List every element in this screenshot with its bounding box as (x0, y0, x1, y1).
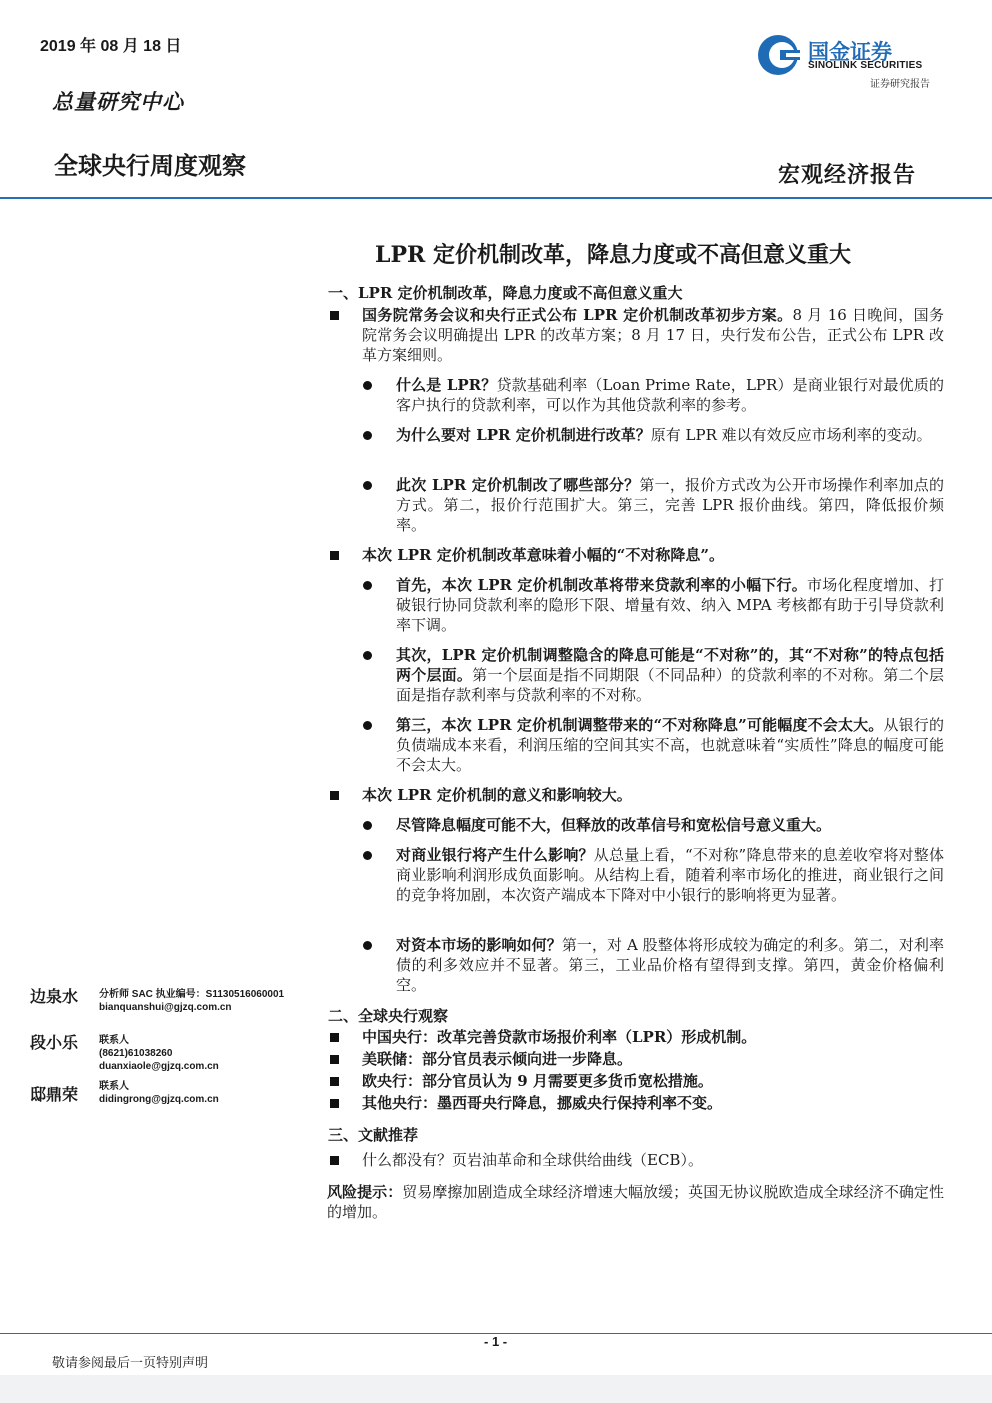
logo-english-name: SINOLINK SECURITIES (808, 60, 923, 71)
section-1-point-3-sub-1: 尽管降息幅度可能不大，但释放的改革信号和宽松信号意义重大。 (396, 816, 832, 834)
report-type: 宏观经济报告 (778, 162, 917, 188)
section-1-point-2-sub-2: 其次，LPR 定价机制调整隐含的降息可能是“不对称”的，其“不对称”的特点包括两个层面。第一个层面是指不同期限（不同品种）的贷款利率的不对称。第二个层面是指存款利率与贷款利率的不对称。 (396, 646, 944, 704)
research-center-name: 总量研究中心 (52, 89, 184, 114)
round-bullet-icon (363, 851, 372, 860)
logo-subtitle: 证券研究报告 (870, 79, 930, 90)
square-bullet-icon (330, 1077, 339, 1086)
section-1-heading: 一、LPR 定价机制改革，降息力度或不高但意义重大 (328, 284, 683, 302)
risk-warning: 风险提示：贸易摩擦加剧造成全球经济增速大幅放缓；英国无协议脱欧造成全球经济不确定性的增加。 (327, 1183, 944, 1221)
section-1-point-1-sub-2: 为什么要对 LPR 定价机制进行改革？原有 LPR 难以有效反应市场利率的变动。 (396, 426, 932, 444)
square-bullet-icon (330, 551, 339, 560)
section-1-point-1: 国务院常务会议和央行正式公布 LPR 定价机制改革初步方案。8 月 16 日晚间，国务院常务会议明确提出 LPR 的改革方案；8 月 17 日，央行发布公告，正式公布 LPR 改革方案细则。 (362, 306, 944, 364)
page-number: - 1 - (484, 1334, 508, 1349)
section-1-point-1-sub-3: 此次 LPR 定价机制改了哪些部分？第一，报价方式改为公开市场操作利率加点的方式。第二，报价行范围扩大。第三，完善 LPR 报价曲线。第四，降低报价频率。 (396, 476, 944, 534)
square-bullet-icon (330, 791, 339, 800)
round-bullet-icon (363, 581, 372, 590)
header-divider (0, 197, 992, 199)
analyst-name: 段小乐 (30, 1033, 79, 1052)
bottom-band (0, 1375, 992, 1403)
square-bullet-icon (330, 311, 339, 320)
main-title: LPR 定价机制改革，降息力度或不高但意义重大 (375, 242, 851, 268)
company-logo-icon (756, 33, 802, 81)
round-bullet-icon (363, 721, 372, 730)
analyst-name: 邸鼎荣 (30, 1085, 79, 1104)
round-bullet-icon (363, 381, 372, 390)
round-bullet-icon (363, 821, 372, 830)
analyst-contact: 联系人 didingrong@gjzq.com.cn (99, 1081, 219, 1105)
round-bullet-icon (363, 651, 372, 660)
report-date: 2019 年 08 月 18 日 (40, 38, 182, 55)
section-1-point-3: 本次 LPR 定价机制的意义和影响较大。 (362, 786, 632, 804)
square-bullet-icon (330, 1099, 339, 1108)
logo-chinese-name: 国金证券 (808, 41, 892, 64)
section-1-point-3-sub-3: 对资本市场的影响如何？第一，对 A 股整体将形成较为确定的利多。第二，对利率债的利多效应并不显著。第三，工业品价格有望得到支撑。第四，黄金价格偏利空。 (396, 936, 944, 994)
round-bullet-icon (363, 481, 372, 490)
report-title: 全球央行周度观察 (54, 153, 246, 180)
section-1-point-2-sub-3: 第三，本次 LPR 定价机制调整带来的“不对称降息”可能幅度不会太大。从银行的负债端成本来看，利润压缩的空间其实不高，也就意味着“实质性”降息的幅度可能不会太大。 (396, 716, 944, 774)
central-bank-item: 其他央行：墨西哥央行降息，挪威央行保持利率不变。 (362, 1094, 723, 1112)
analyst-contact: 联系人 (8621)61038260 duanxiaole@gjzq.com.cn (99, 1035, 219, 1072)
disclaimer-note: 敬请参阅最后一页特别声明 (52, 1356, 209, 1371)
central-bank-item: 美联储：部分官员表示倾向进一步降息。 (362, 1050, 633, 1068)
square-bullet-icon (330, 1033, 339, 1042)
section-1-point-2-sub-1: 首先，本次 LPR 定价机制改革将带来贷款利率的小幅下行。市场化程度增加、打破银行协同贷款利率的隐形下限、增量有效、纳入 MPA 考核都有助于引导贷款利率下调。 (396, 576, 944, 634)
section-2-heading: 二、全球央行观察 (328, 1007, 449, 1025)
section-1-point-3-sub-2: 对商业银行将产生什么影响？从总量上看，“不对称”降息带来的息差收窄将对整体商业影响利润形成负面影响。从结构上看，随着利率市场化的推进，商业银行之间的竞争将加剧，本次资产端成本下降对中小银行的影响将更为显著。 (396, 846, 944, 904)
central-bank-item: 欧央行：部分官员认为 9 月需要更多货币宽松措施。 (362, 1072, 713, 1090)
round-bullet-icon (363, 941, 372, 950)
square-bullet-icon (330, 1055, 339, 1064)
section-3-heading: 三、文献推荐 (328, 1126, 419, 1144)
literature-item: 什么都没有？页岩油革命和全球供给曲线（ECB）。 (362, 1151, 703, 1169)
analyst-contact: 分析师 SAC 执业编号：S1130516060001 bianquanshui@gjzq.com.cn (99, 989, 285, 1013)
round-bullet-icon (363, 431, 372, 440)
analyst-name: 边泉水 (30, 987, 79, 1006)
section-1-point-1-sub-1: 什么是 LPR？贷款基础利率（Loan Prime Rate，LPR）是商业银行对最优质的客户执行的贷款利率，可以作为其他贷款利率的参考。 (396, 376, 944, 414)
section-1-point-2: 本次 LPR 定价机制改革意味着小幅的“不对称降息”。 (362, 546, 724, 564)
square-bullet-icon (330, 1156, 339, 1165)
central-bank-item: 中国央行：改革完善贷款市场报价利率（LPR）形成机制。 (362, 1028, 757, 1046)
